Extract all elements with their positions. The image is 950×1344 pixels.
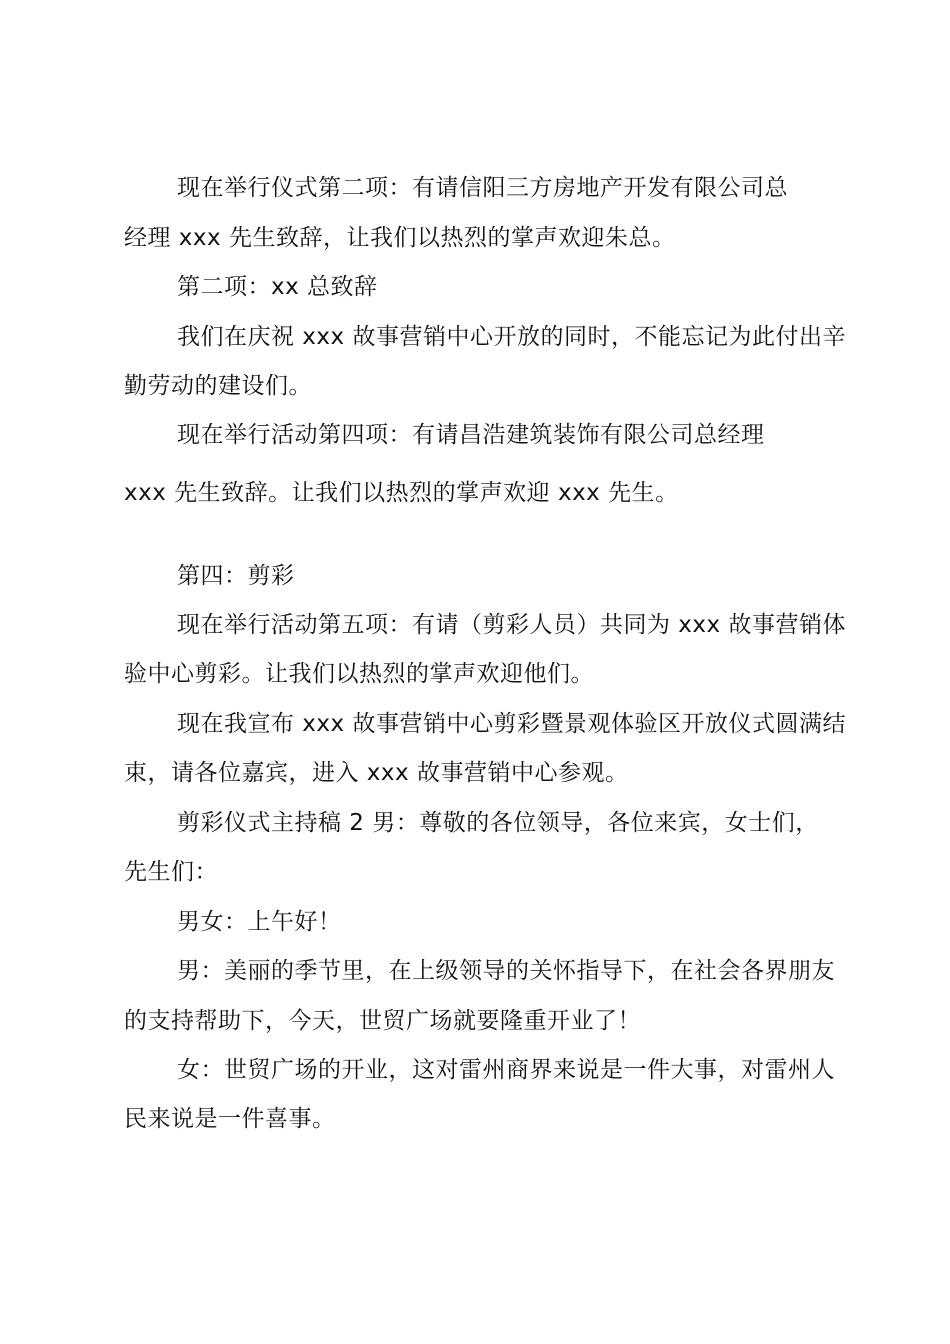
paragraph-line: 验中心剪彩。让我们以热烈的掌声欢迎他们。 — [124, 661, 594, 687]
paragraph-line: 我们在庆祝 xxx 故事营销中心开放的同时，不能忘记为此付出辛 — [177, 324, 846, 350]
paragraph-line: 女：世贸广场的开业，这对雷州商界来说是一件大事，对雷州人 — [177, 1057, 835, 1083]
paragraph-line: 现在我宣布 xxx 故事营销中心剪彩暨景观体验区开放仪式圆满结 — [177, 711, 846, 737]
paragraph-line: xxx 先生致辞。让我们以热烈的掌声欢迎 xxx 先生。 — [124, 480, 679, 506]
paragraph-line: 现在举行活动第五项：有请（剪彩人员）共同为 xxx 故事营销体 — [177, 612, 846, 638]
paragraph-line: 先生们： — [124, 859, 218, 885]
paragraph-line: 剪彩仪式主持稿 2 男：尊敬的各位领导，各位来宾，女士们， — [177, 810, 819, 836]
paragraph-line: 的支持帮助下，今天，世贸广场就要隆重开业了！ — [124, 1008, 641, 1034]
paragraph-line: 经理 xxx 先生致辞，让我们以热烈的掌声欢迎朱总。 — [124, 225, 676, 251]
paragraph-line: 现在举行仪式第二项：有请信阳三方房地产开发有限公司总 — [177, 175, 788, 201]
paragraph-line: 民来说是一件喜事。 — [124, 1106, 336, 1132]
paragraph-line: 束，请各位嘉宾，进入 xxx 故事营销中心参观。 — [124, 760, 629, 786]
section-heading: 第四：剪彩 — [177, 563, 295, 589]
paragraph-line: 勤劳动的建设们。 — [124, 373, 312, 399]
paragraph-line: 男：美丽的季节里，在上级领导的关怀指导下，在社会各界朋友 — [177, 958, 835, 984]
paragraph-line: 男女：上午好！ — [177, 909, 342, 935]
paragraph-line: 现在举行活动第四项：有请昌浩建筑装饰有限公司总经理 — [177, 422, 765, 448]
section-heading: 第二项：xx 总致辞 — [177, 274, 378, 300]
